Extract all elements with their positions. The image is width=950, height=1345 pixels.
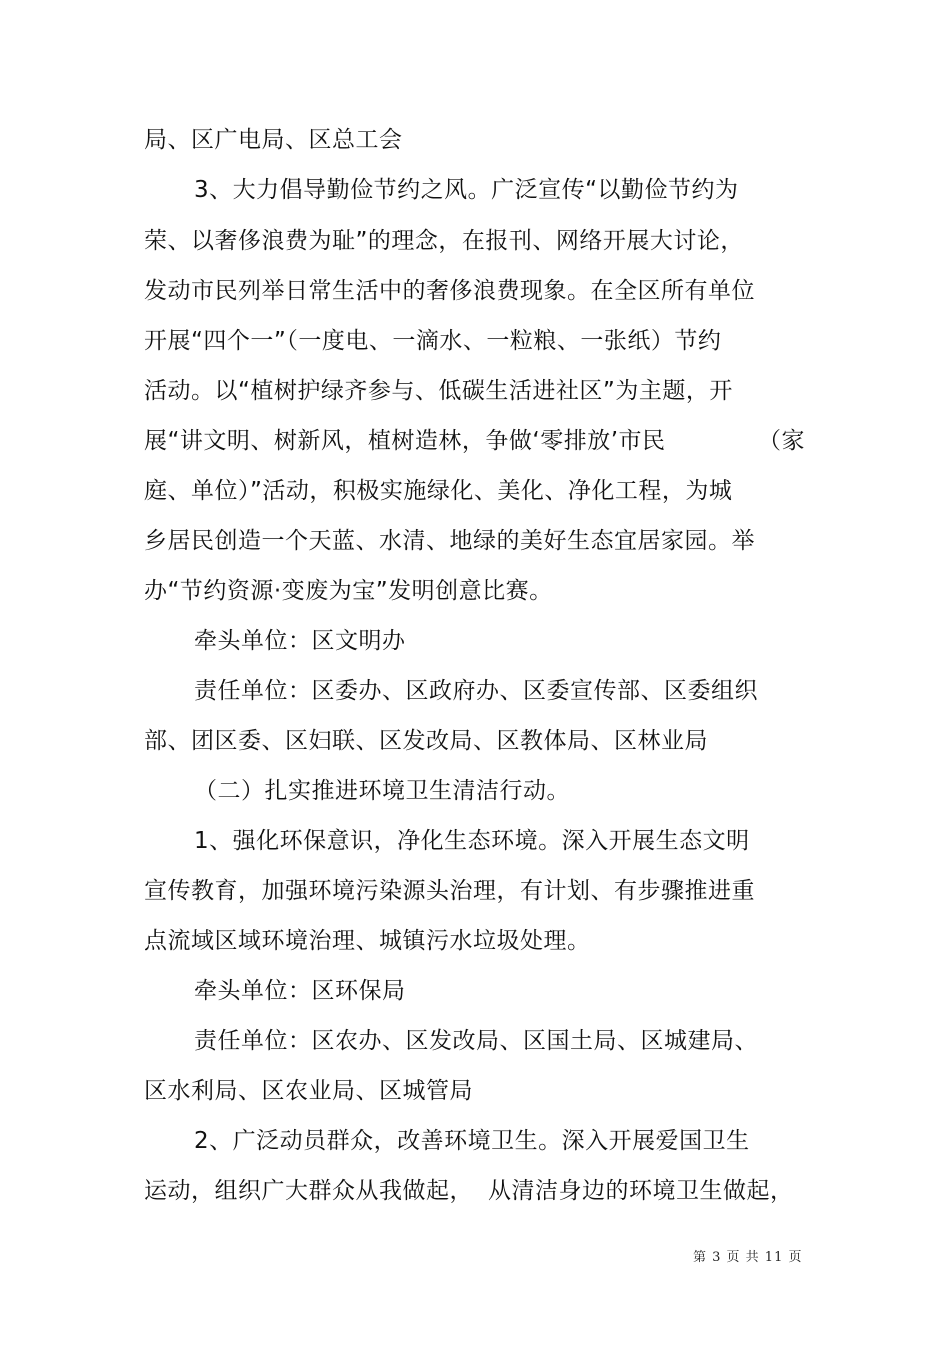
text-line: 牵头单位：区环保局 — [194, 978, 406, 1004]
text-line: （家 — [758, 428, 805, 454]
text-line: 区水利局、区农业局、区城管局 — [144, 1078, 473, 1104]
text-line: 责任单位：区委办、区政府办、区委宣传部、区委组织 — [194, 678, 758, 704]
text-line: 责任单位：区农办、区发改局、区国土局、区城建局、 — [194, 1028, 758, 1054]
text-line: 3、大力倡导勤俭节约之风。广泛宣传“以勤俭节约为 — [194, 177, 739, 203]
text-line: 展“讲文明、树新风，植树造林，争做‘零排放’市民 — [144, 428, 666, 454]
text-line: 活动。以“植树护绿齐参与、低碳生活进社区”为主题，开 — [144, 378, 733, 404]
text-line: 运动，组织广大群众从我做起， — [144, 1178, 473, 1204]
text-line: 牵头单位：区文明办 — [194, 628, 406, 654]
text-line: 从清洁身边的环境卫生做起， — [488, 1178, 794, 1204]
text-line: 庭、单位）”活动，积极实施绿化、美化、净化工程，为城 — [144, 478, 733, 504]
text-line: 2、广泛动员群众，改善环境卫生。深入开展爱国卫生 — [194, 1128, 750, 1154]
text-line: 1、强化环保意识，净化生态环境。深入开展生态文明 — [194, 828, 750, 854]
page-number-footer: 第 3 页 共 11 页 — [693, 1250, 803, 1265]
text-line: 乡居民创造一个天蓝、水清、地绿的美好生态宜居家园。举 — [144, 528, 755, 554]
text-line: 宣传教育，加强环境污染源头治理，有计划、有步骤推进重 — [144, 878, 755, 904]
section-heading: （二）扎实推进环境卫生清洁行动。 — [194, 778, 570, 804]
text-line: 发动市民列举日常生活中的奢侈浪费现象。在全区所有单位 — [144, 278, 755, 304]
text-line: 开展“四个一”（一度电、一滴水、一粒粮、一张纸）节约 — [144, 328, 722, 354]
text-line: 点流域区域环境治理、城镇污水垃圾处理。 — [144, 928, 591, 954]
text-line: 部、团区委、区妇联、区发改局、区教体局、区林业局 — [144, 728, 708, 754]
text-line: 荣、以奢侈浪费为耻”的理念，在报刊、网络开展大讨论， — [144, 228, 744, 254]
text-line: 办“节约资源·变废为宝”发明创意比赛。 — [144, 578, 553, 604]
text-line: 局、区广电局、区总工会 — [144, 127, 403, 153]
